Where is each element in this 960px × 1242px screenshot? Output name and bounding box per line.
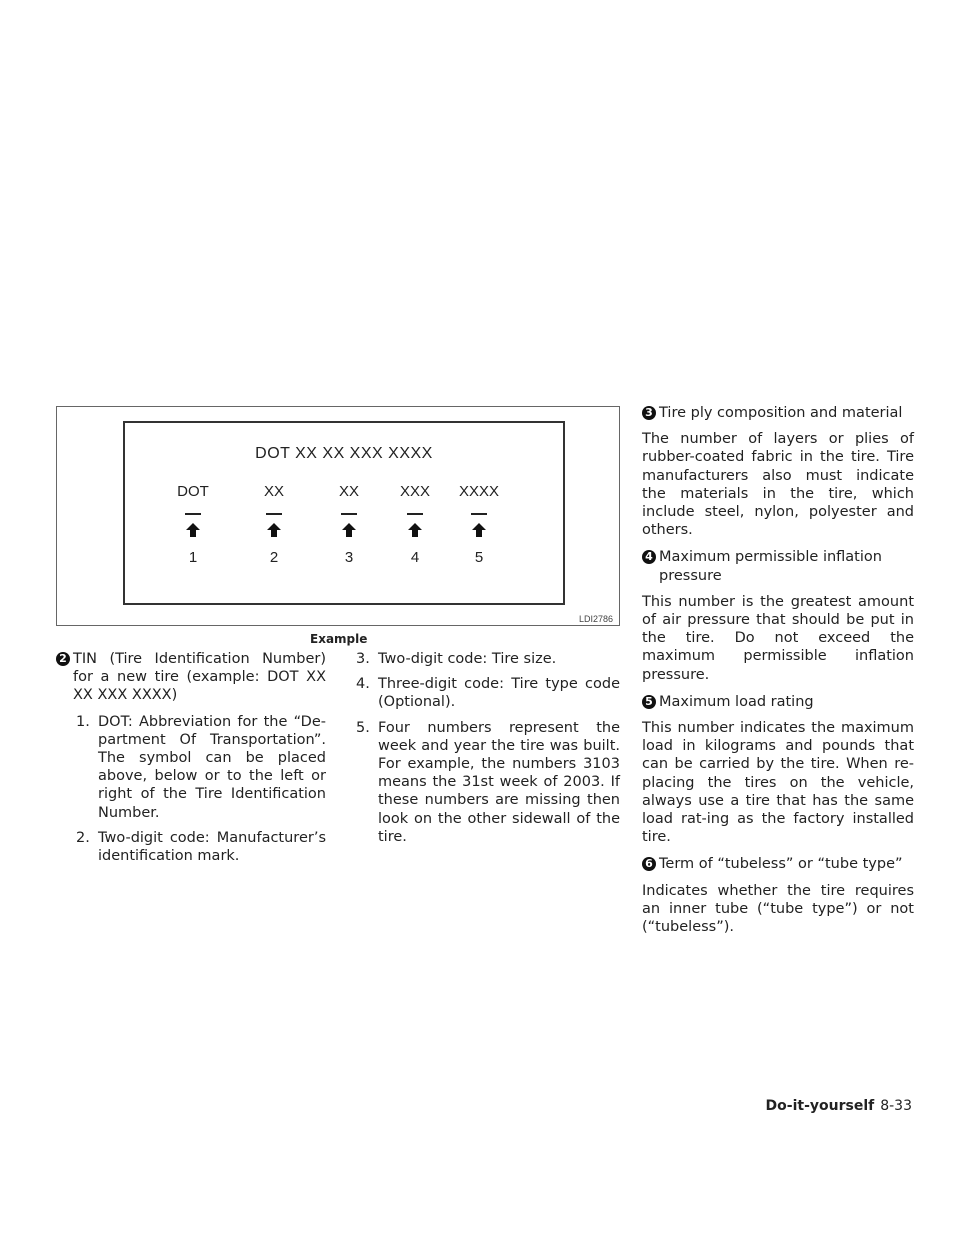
list-item: 4. Three-digit code: Tire type code (Optional). (356, 676, 620, 711)
callout-number-badge: 3 (642, 406, 656, 420)
dot-code-line: DOT XX XX XXX XXXX (255, 445, 433, 462)
segment-label: DOT (177, 483, 209, 500)
section-heading: 3 Tire ply composition and material (642, 404, 914, 422)
underline-mark (266, 513, 282, 515)
section-body: This number indicates the maximum load in kilograms and pounds that can be carried by the tire. When re-placing the tires on the vehicle, always use a tire that has the same load rat-ing as the factory installed tire. (642, 720, 914, 846)
segment-number: 2 (269, 549, 279, 566)
underline-mark (407, 513, 423, 515)
segment-5 (449, 483, 509, 566)
arrow-up-icon (408, 523, 422, 537)
segment-1 (163, 483, 223, 566)
segment-number: 5 (474, 549, 484, 566)
segment-number: 1 (188, 549, 198, 566)
tire-id-figure (56, 406, 620, 626)
arrow-up-icon (267, 523, 281, 537)
section-body: This number is the greatest amount of air pressure that should be put in the tire. Do not exceed the maximum permissible inflation pressure. (642, 593, 914, 683)
tire-id-diagram (123, 421, 565, 605)
page-number: 8-33 (880, 1098, 912, 1114)
segment-2 (244, 483, 304, 566)
underline-mark (185, 513, 201, 515)
list-item: 2. Two-digit code: Manufacturer’s identification mark. (76, 829, 326, 865)
section-body: The number of layers or plies of rubber-coated fabric in the tire. Tire manufacturers also must indicate the materials in the tire, which include steel, nylon, polyester and others. (642, 431, 914, 539)
list-item: 5. Four numbers represent the week and year the tire was built. For example, the numbers 3103 means the 31st week of 2003. If these numbers are missing then look on the other sidewall of the tire. (356, 719, 620, 845)
underline-mark (341, 513, 357, 515)
segment-4 (385, 483, 445, 566)
segment-label: XXX (399, 483, 430, 500)
callout-number-badge: 4 (642, 550, 656, 564)
middle-column (356, 650, 620, 853)
right-column (642, 404, 914, 945)
callout-number-badge: 2 (56, 652, 70, 666)
section-heading: 5 Maximum load rating (642, 693, 914, 711)
callout-number-badge: 5 (642, 695, 656, 709)
section-heading: 6 Term of “tubeless” or “tube type” (642, 855, 914, 873)
underline-mark (471, 513, 487, 515)
left-column (56, 650, 326, 872)
arrow-up-icon (186, 523, 200, 537)
arrow-up-icon (342, 523, 356, 537)
page-footer (766, 1098, 912, 1114)
tin-heading (56, 650, 326, 705)
segment-number: 4 (410, 549, 420, 566)
figure-caption: Example (310, 632, 368, 646)
list-item: 3. Two-digit code: Tire size. (356, 651, 557, 667)
segment-number: 3 (344, 549, 354, 566)
segment-label: XX (263, 483, 284, 500)
section-name: Do-it-yourself (765, 1098, 875, 1114)
segment-3 (319, 483, 379, 566)
callout-number-badge: 6 (642, 857, 656, 871)
section-heading: 4 Maximum permissible inflation pressure (642, 548, 914, 584)
section-body: Indicates whether the tire requires an inner tube (“tube type”) or not (“tubeless”). (642, 882, 914, 936)
list-item: 1. DOT: Abbreviation for the “De-partment Of Transportation”. The symbol can be placed above, below or to the left or right of the Tire Identification Number. (76, 713, 326, 821)
heading-text: TIN (Tire Identification Number) for a new tire (example: DOT XX XX XXX XXXX) (73, 651, 326, 704)
arrow-up-icon (472, 523, 486, 537)
segment-label: XX (338, 483, 359, 500)
figure-code: LDI2786 (578, 614, 613, 624)
segment-label: XXXX (458, 483, 500, 500)
